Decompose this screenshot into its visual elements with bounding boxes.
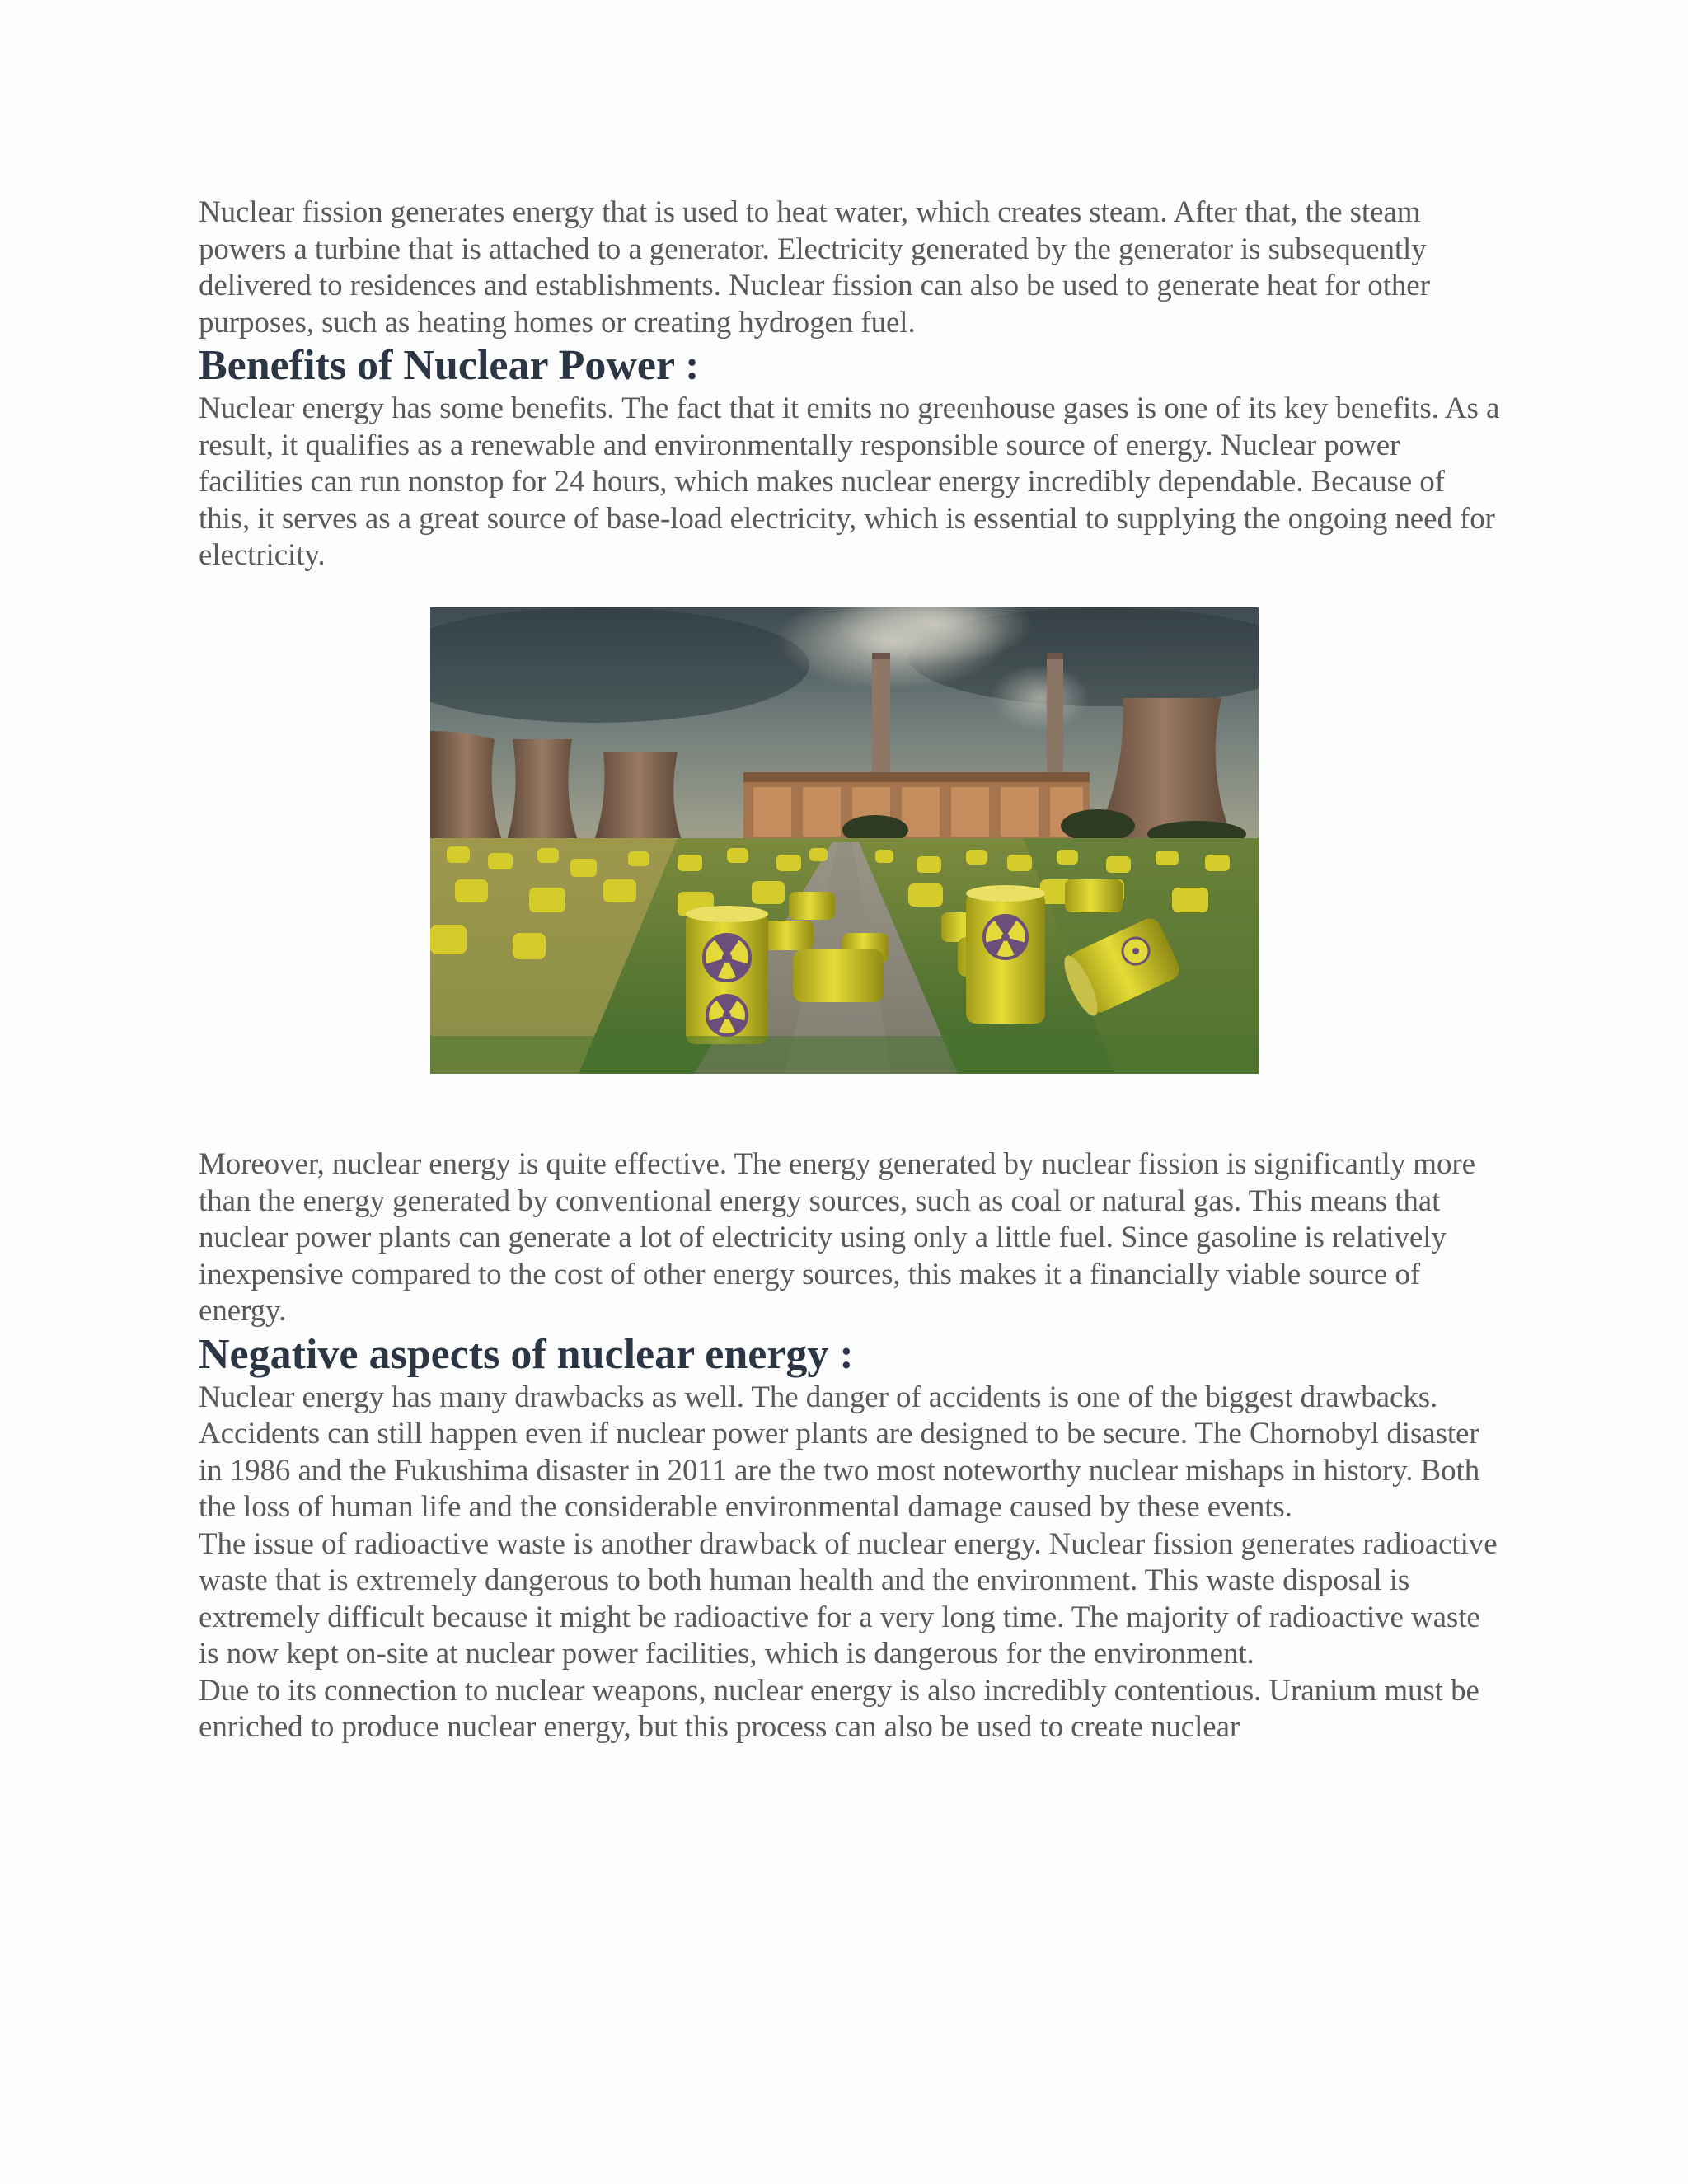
upper-text-block (199, 194, 1501, 574)
accidents-paragraph: Nuclear energy has many drawbacks as well. The danger of accidents is one of the biggest drawbacks. Accidents can still happen even if nuclear power plants are designed to be secure. The Chornobyl disaster in 1986 and the Fukushima disaster in 2011 are the two most noteworthy nuclear mishaps in history. Both the loss of human life and the considerable environmental damage caused by these events. (199, 1380, 1480, 1524)
benefits-heading: Benefits of Nuclear Power : (199, 342, 700, 389)
effectiveness-paragraph: Moreover, nuclear energy is quite effective. The energy generated by nuclear fission is significantly more than the energy generated by conventional energy sources, such as coal or natural gas. This means that nuclear power plants can generate a lot of electricity using only a little fuel. Since gasoline is relatively inexpensive compared to the cost of other energy sources, this makes it a financially viable source of energy. (199, 1147, 1475, 1328)
waste-paragraph: The issue of radioactive waste is another drawback of nuclear energy. Nuclear fission generates radioactive waste that is extremely dangerous to both human health and the environment. This waste disposal is extremely difficult because it might be radioactive for a very long time. The majority of radioactive waste is now kept on-site at nuclear power facilities, which is dangerous for the environment. (199, 1526, 1498, 1671)
benefits-paragraph: Nuclear energy has some benefits. The fact that it emits no greenhouse gases is one of its key benefits. As a result, it qualifies as a renewable and environmentally responsible source of energy. Nuclear power facilities can run nonstop for 24 hours, which makes nuclear energy incredibly dependable. Because of this, it serves as a great source of base-load electricity, which is essential to supplying the ongoing need for electricity. (199, 391, 1500, 572)
intro-paragraph: Nuclear fission generates energy that is used to heat water, which creates steam. After that, the steam powers a turbine that is attached to a generator. Electricity generated by the generator is subsequently delivered to residences and establishments. Nuclear fission can also be used to generate heat for other purposes, such as heating homes or creating hydrogen fuel. (199, 195, 1430, 340)
negative-aspects-heading: Negative aspects of nuclear energy : (199, 1330, 854, 1378)
lower-text-block (199, 1146, 1501, 1746)
nuclear-plant-image (430, 607, 1259, 1074)
weapons-paragraph: Due to its connection to nuclear weapons, nuclear energy is also incredibly contentious. Uranium must be enriched to produce nuclear energy, but this process can also be used to create nuclear (199, 1673, 1479, 1744)
